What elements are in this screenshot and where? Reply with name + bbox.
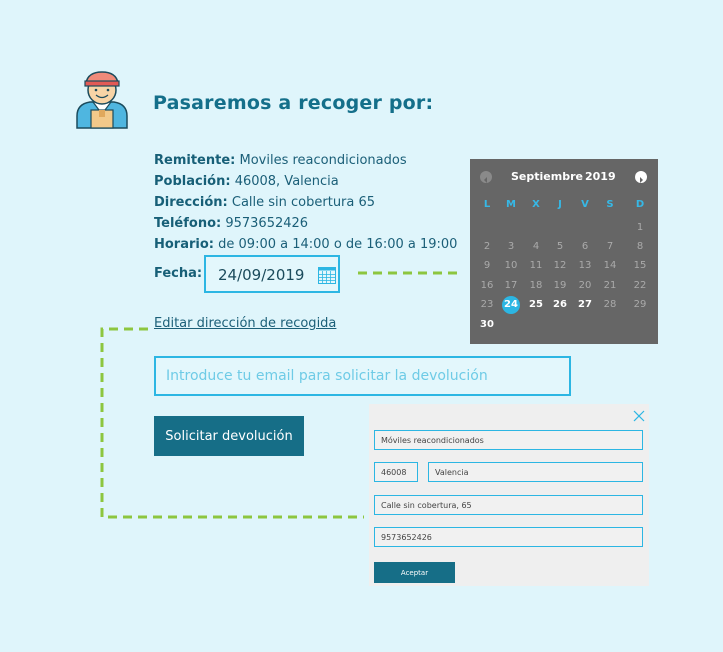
edit-address-link[interactable]: Editar dirección de recogida: [154, 316, 337, 331]
calendar-day: 28: [603, 299, 617, 310]
info-value: de 09:00 a 14:00 o de 16:00 a 19:00: [218, 237, 458, 252]
info-value: Calle sin cobertura 65: [231, 195, 376, 210]
modal-address-field[interactable]: [374, 495, 643, 515]
calendar-day: 16: [480, 280, 494, 291]
calendar-day: 3: [507, 241, 515, 252]
calendar-day: 11: [529, 260, 543, 271]
calendar-day: 5: [556, 241, 564, 252]
calendar-month: Septiembre: [511, 170, 583, 183]
calendar-day: 15: [633, 260, 647, 271]
calendar-year: 2019: [585, 170, 616, 183]
calendar-day: 13: [578, 260, 592, 271]
pickup-info: [154, 150, 457, 255]
info-label: Remitente:: [154, 153, 236, 168]
calendar-day[interactable]: 27: [578, 299, 592, 310]
info-label: Población:: [154, 174, 231, 189]
calendar-day: 18: [529, 280, 543, 291]
calendar-day[interactable]: 30: [480, 319, 494, 330]
calendar-day: 19: [553, 280, 567, 291]
page-title: Pasaremos a recoger por:: [153, 92, 434, 114]
next-month-button[interactable]: [635, 171, 647, 183]
calendar-day: 1: [636, 222, 644, 233]
calendar-day: 22: [633, 280, 647, 291]
email-input[interactable]: [154, 356, 571, 396]
calendar-day: 21: [603, 280, 617, 291]
weekday-header: M: [506, 199, 516, 210]
connector-date-calendar: [356, 270, 460, 276]
calendar-day: 7: [606, 241, 614, 252]
date-value: 24/09/2019: [218, 266, 305, 284]
weekday-header: S: [606, 199, 614, 210]
calendar-day[interactable]: 25: [529, 299, 543, 310]
calendar-header: [470, 170, 658, 186]
info-row-poblacion: [154, 171, 457, 192]
modal-cp-field[interactable]: [374, 462, 418, 482]
request-return-button[interactable]: Solicitar devolución: [154, 416, 304, 456]
weekday-header: L: [483, 199, 491, 210]
weekday-header: X: [532, 199, 540, 210]
calendar-day: 20: [578, 280, 592, 291]
info-row-direccion: [154, 192, 457, 213]
calendar-day: 29: [633, 299, 647, 310]
calendar-day[interactable]: 26: [553, 299, 567, 310]
courier-icon: [74, 70, 130, 130]
info-label: Dirección:: [154, 195, 228, 210]
calendar-day-selected[interactable]: 24: [502, 296, 520, 314]
edit-address-modal: [369, 404, 649, 586]
info-row-horario: [154, 234, 457, 255]
weekday-header: V: [581, 199, 589, 210]
modal-city-field[interactable]: [428, 462, 643, 482]
calendar-day: 8: [636, 241, 644, 252]
close-icon[interactable]: [633, 410, 645, 422]
prev-month-button[interactable]: [480, 171, 492, 183]
calendar-day: 4: [532, 241, 540, 252]
calendar-day: 2: [483, 241, 491, 252]
calendar-popup: [470, 159, 658, 344]
modal-remitente-field[interactable]: [374, 430, 643, 450]
info-value: 9573652426: [225, 216, 309, 231]
calendar-day: 6: [581, 241, 589, 252]
calendar-day: 9: [483, 260, 491, 271]
date-picker-field[interactable]: [204, 255, 340, 293]
calendar-day: 12: [553, 260, 567, 271]
info-row-remitente: [154, 150, 457, 171]
weekday-header: J: [558, 199, 562, 210]
info-value: 46008, Valencia: [234, 174, 339, 189]
info-value: Moviles reacondicionados: [239, 153, 407, 168]
info-row-telefono: [154, 213, 457, 234]
modal-phone-field[interactable]: [374, 527, 643, 547]
calendar-day: 17: [504, 280, 518, 291]
accept-button[interactable]: Aceptar: [374, 562, 455, 583]
calendar-day: 14: [603, 260, 617, 271]
chevron-left-icon: [480, 174, 492, 186]
calendar-day: 23: [480, 299, 494, 310]
chevron-right-icon: [635, 174, 647, 186]
info-label: Horario:: [154, 237, 214, 252]
calendar-day: 10: [504, 260, 518, 271]
fecha-label: Fecha:: [154, 266, 203, 281]
calendar-icon[interactable]: [318, 266, 336, 284]
weekday-header: D: [635, 199, 645, 210]
info-label: Teléfono:: [154, 216, 222, 231]
